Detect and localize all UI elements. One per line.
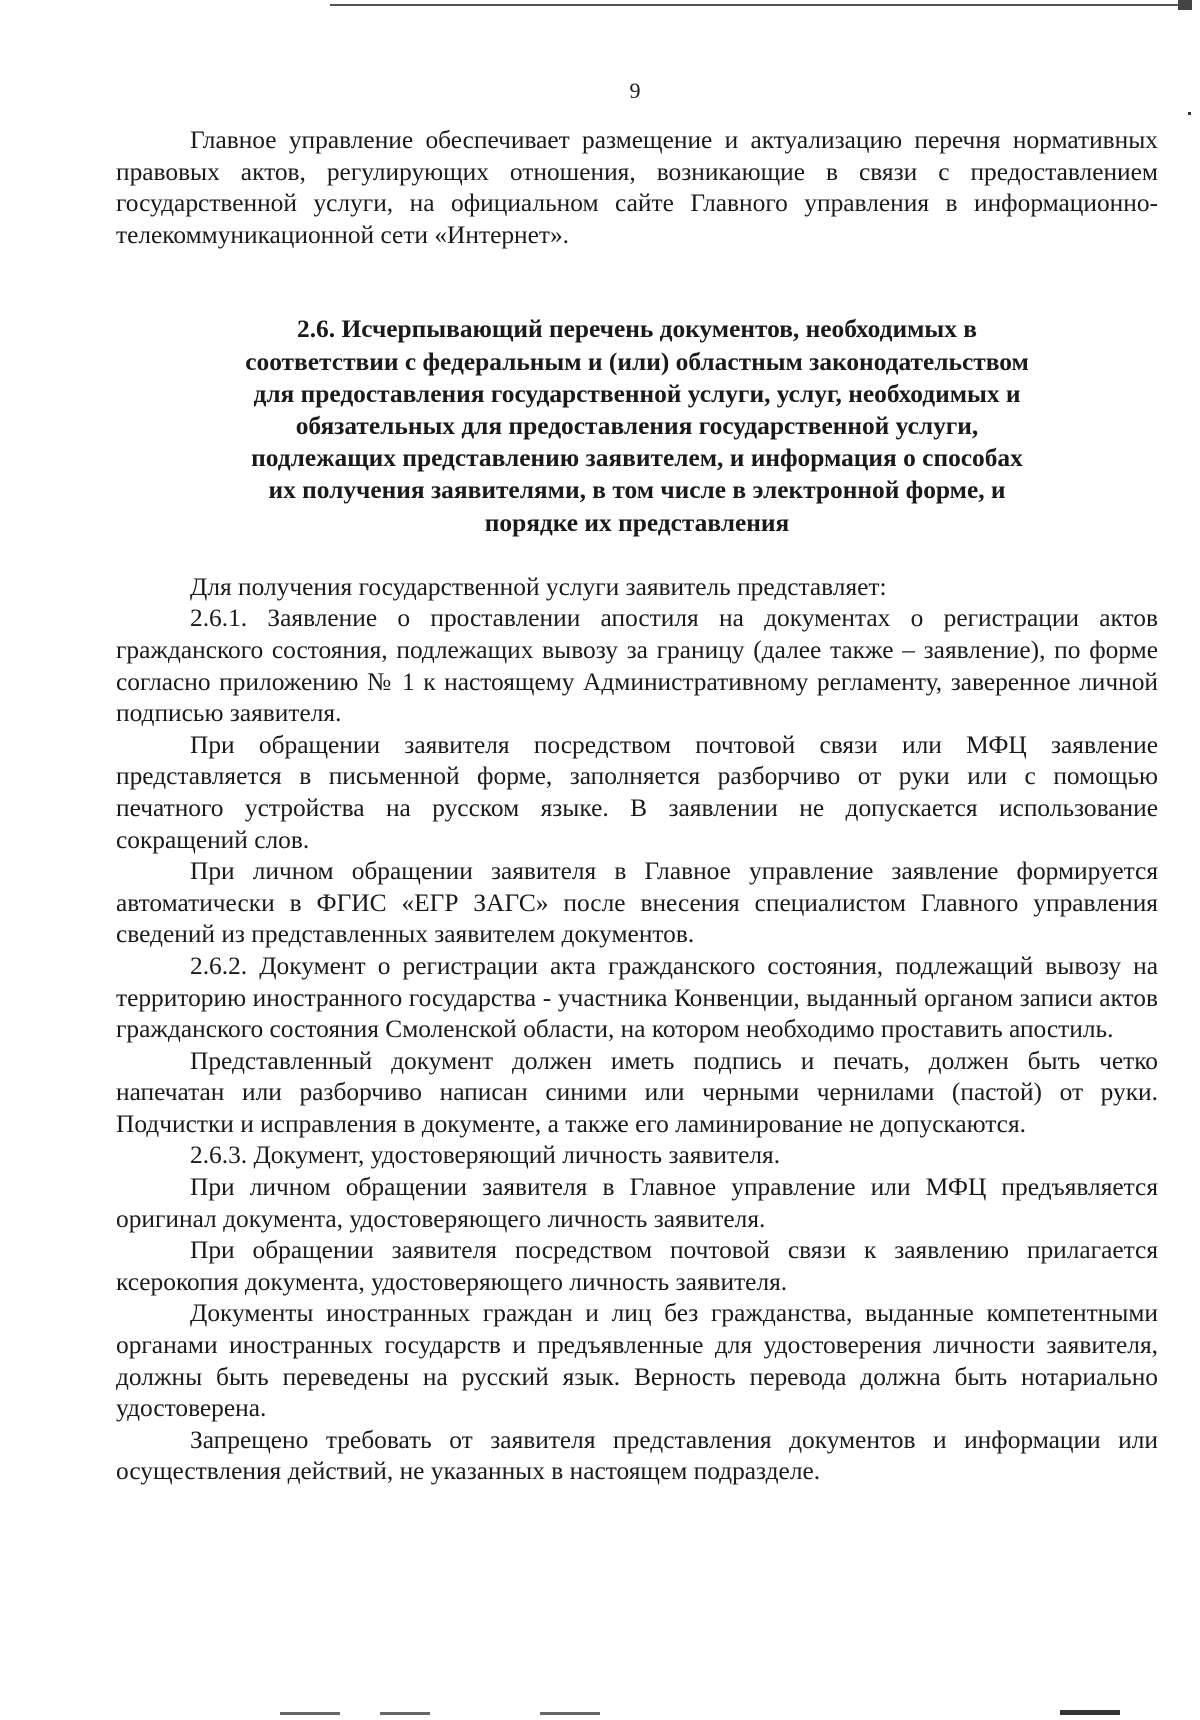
scan-edge-line	[330, 4, 1190, 6]
paragraph: При личном обращении заявителя в Главное управление заявление формируется автоматически в ФГИС «ЕГР ЗАГС» после внесения специалистом Главного управления сведений из представленных заявителем документов.	[116, 857, 1158, 949]
spacer	[116, 539, 1158, 572]
paragraph: Для получения государственной услуги заявитель представляет:	[190, 572, 887, 601]
paragraph: При личном обращении заявителя в Главное управление или МФЦ предъявляется оригинал документа, удостоверяющего личность заявителя.	[116, 1173, 1158, 1233]
paragraph: 2.6.1. Заявление о проставлении апостиля на документах о регистрации актов гражданского состояния, подлежащих вывозу за границу (далее также – заявление), по форме согласно приложению № 1 к настоящему Административному регламенту, заверенное личной подписью заявителя.	[116, 604, 1158, 728]
page-number: 9	[629, 78, 641, 103]
scan-bottom-artifacts	[0, 1706, 1200, 1720]
paragraph: При обращении заявителя посредством почтовой связи к заявлению прилагается ксерокопия документа, удостоверяющего личность заявителя.	[116, 1236, 1158, 1296]
paragraph: Представленный документ должен иметь подпись и печать, должен быть четко напечатан или разборчиво написан синими или черными чернилами (пастой) от руки. Подчистки и исправления в документе, а также его ламинирование не допускаются.	[116, 1046, 1158, 1138]
spacer	[116, 251, 1158, 313]
document-body	[116, 125, 1158, 1488]
intro-paragraph: Главное управление обеспечивает размещение и актуализацию перечня нормативных правовых актов, регулирующих отношения, возникающие в связи с предоставлением государственной услуги, на официальном сайте Главного управления в информационно-телекоммуникационной сети «Интернет».	[116, 126, 1158, 249]
paragraph: Документы иностранных граждан и лиц без гражданства, выданные компетентными органами иностранных государств и предъявленные для удостоверения личности заявителя, должны быть переведены на русский язык. Верность перевода должна быть нотариально удостоверена.	[116, 1299, 1158, 1423]
paragraph: При обращении заявителя посредством почтовой связи или МФЦ заявление представляется в письменной форме, заполняется разборчиво от руки или с помощью печатного устройства на русском языке. В заявлении не допускается использование сокращений слов.	[116, 730, 1158, 854]
paragraph: 2.6.3. Документ, удостоверяющий личность заявителя.	[190, 1141, 781, 1170]
paragraph: Запрещено требовать от заявителя представления документов и информации или осуществления действий, не указанных в настоящем подразделе.	[116, 1425, 1158, 1486]
section-heading: 2.6. Исчерпывающий перечень документов, необходимых в соответствии с федеральным и (или) областным законодательством для предоставления государственной услуги, услуг, необходимых и обязательных для предоставления государственной услуги, подлежащих представлению заявителем, и информация о способах их получения заявителями, в том числе в электронной форме, и порядке их представления	[245, 315, 1029, 537]
scan-speck	[1188, 112, 1191, 115]
paragraph: 2.6.2. Документ о регистрации акта гражданского состояния, подлежащий вывозу на территорию иностранного государства - участника Конвенции, выданный органом записи актов гражданского состояния Смоленской области, на котором необходимо проставить апостиль.	[116, 951, 1158, 1044]
scan-edge-mark	[1178, 0, 1192, 10]
